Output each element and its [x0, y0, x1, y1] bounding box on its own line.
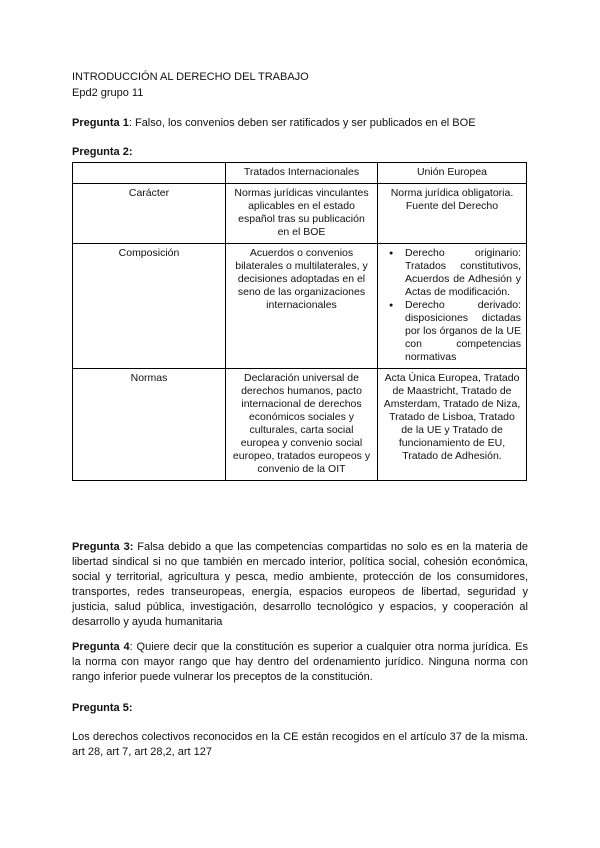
question-3-answer: Falsa debido a que las competencias compartidas no solo es en la materia de libertad sindical si no que también en mercado interior, política social, cohesión económica, social y territorial, agricultura y pesca, medio ambiente, protección de los consumidores, transportes, redes transeuropeas, energía, espacios europeos de libertad, seguridad y justicia, salud pública, investigación, desarrollo tecnológico y espacios, y cooperación al desarrollo y ayuda humanitaria — [72, 541, 528, 628]
table-header-cell — [73, 163, 226, 184]
bullet-list — [383, 247, 521, 364]
table-cell — [378, 244, 527, 369]
question-5 — [72, 701, 528, 716]
row-label: Carácter — [73, 184, 226, 244]
comparison-table — [72, 162, 527, 481]
question-2 — [72, 145, 528, 160]
table-row — [73, 184, 527, 244]
row-label: Normas — [73, 369, 226, 481]
question-4 — [72, 640, 528, 685]
question-1 — [72, 116, 528, 131]
table-header-cell: Tratados Internacionales — [226, 163, 378, 184]
question-1-label: Pregunta 1 — [72, 117, 129, 129]
question-1-answer: : Falso, los convenios deben ser ratificados y ser publicados en el BOE — [128, 117, 476, 129]
table-cell: Norma jurídica obligatoria. Fuente del Derecho — [378, 184, 527, 244]
list-item: ● Derecho derivado: disposiciones dictadas por los órganos de la UE con competencias normativas — [383, 299, 521, 364]
question-3-label: Pregunta 3: — [72, 541, 134, 553]
table-row — [73, 369, 527, 481]
question-5-label: Pregunta 5: — [72, 702, 133, 714]
table-row — [73, 244, 527, 369]
question-3 — [72, 540, 528, 630]
question-5-answer: Los derechos colectivos reconocidos en la CE están recogidos en el artículo 37 de la misma. art 28, art 7, art 28,2, art 127 — [72, 731, 528, 758]
document-subtitle: Epd2 grupo 11 — [72, 87, 144, 99]
question-4-answer: : Quiere decir que la constitución es superior a cualquier otra norma jurídica. Es la norma con mayor rango que hay dentro del ordenamiento jurídico. Ninguna norma con rango inferior puede vulnerar los preceptos de la constitución. — [72, 641, 529, 683]
question-2-label: Pregunta 2: — [72, 146, 133, 158]
table-header-cell: Unión Europea — [378, 163, 527, 184]
row-label: Composición — [73, 244, 226, 369]
table-cell: Normas jurídicas vinculantes aplicables en el estado español tras su publicación en el BOE — [226, 184, 378, 244]
table-cell: Declaración universal de derechos humanos, pacto internacional de derechos económicos sociales y culturales, carta social europea y convenio social europeo, tratados europeos y convenio de la OIT — [226, 369, 378, 481]
list-item: ● Derecho originario: Tratados constitutivos, Acuerdos de Adhesión y Actas de modificación. — [383, 247, 521, 299]
table-cell: Acuerdos o convenios bilaterales o multilaterales, y decisiones adoptadas en el seno de las organizaciones internacionales — [226, 244, 378, 369]
table-cell: Acta Única Europea, Tratado de Maastricht, Tratado de Amsterdam, Tratado de Niza, Tratado de Lisboa, Tratado de la UE y Tratado de funcionamiento de EU, Tratado de Adhesión. — [378, 369, 527, 481]
document-title: INTRODUCCIÓN AL DERECHO DEL TRABAJO — [72, 71, 309, 83]
question-4-label: Pregunta 4 — [72, 641, 130, 653]
table-header-row — [73, 163, 527, 184]
